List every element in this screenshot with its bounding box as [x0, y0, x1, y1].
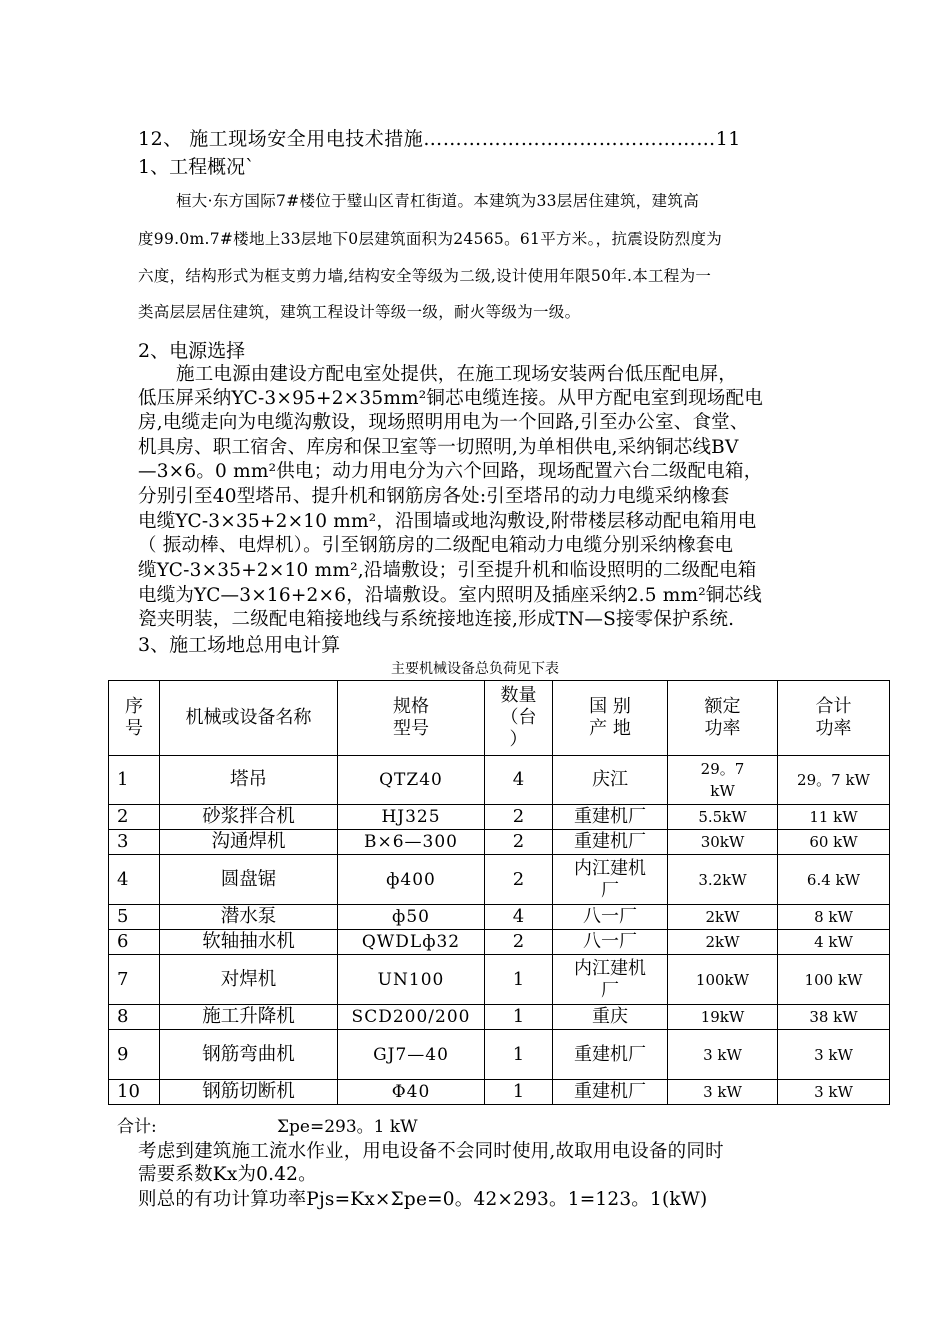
section2-line: 房,电缆走向为电缆沟敷设，现场照明用电为一个回路,引至办公室、食堂、	[138, 412, 749, 433]
cell-total-power: 38 kW	[778, 1005, 890, 1030]
cell-rated-power: 3.2kW	[668, 855, 778, 905]
table-row	[109, 855, 890, 905]
cell-name: 钢筋弯曲机	[160, 1030, 338, 1080]
cell-origin: 重建机厂	[553, 1080, 668, 1105]
cell-total-power: 60 kW	[778, 830, 890, 855]
section1-heading: 1、工程概况`	[138, 156, 255, 178]
cell-qty: 2	[485, 855, 553, 905]
total-label: 合计:	[117, 1117, 157, 1137]
cell-name: 软轴抽水机	[160, 930, 338, 955]
header-qty: 数量 （台 ）	[485, 681, 553, 756]
closing-line: 则总的有功计算功率Pjs=Kx×Σpe=0。42×293。1=123。1(kW)	[138, 1189, 708, 1210]
table-row	[109, 805, 890, 830]
cell-no: 7	[109, 955, 160, 1005]
total-value: Σpe=293。1 kW	[277, 1117, 418, 1137]
cell-spec: ф50	[338, 905, 485, 930]
cell-rated-power: 30kW	[668, 830, 778, 855]
section2-line: 瓷夹明装，二级配电箱接地线与系统接地连接,形成TN—S接零保护系统.	[138, 609, 735, 630]
cell-origin: 八一厂	[553, 930, 668, 955]
cell-qty: 2	[485, 830, 553, 855]
section2-line: 机具房、职工宿舍、库房和保卫室等一切照明,为单相供电,采纳铜芯线BV	[138, 437, 739, 458]
cell-no: 4	[109, 855, 160, 905]
cell-spec: GJ7—40	[338, 1030, 485, 1080]
cell-origin: 重建机厂	[553, 1030, 668, 1080]
cell-total-power: 3 kW	[778, 1030, 890, 1080]
section1-line: 类高层层居住建筑，建筑工程设计等级一级，耐火等级为一级。	[138, 303, 581, 321]
cell-name: 圆盘锯	[160, 855, 338, 905]
cell-no: 6	[109, 930, 160, 955]
cell-name: 潜水泵	[160, 905, 338, 930]
cell-rated-power: 100kW	[668, 955, 778, 1005]
table-caption: 主要机械设备总负荷见下表	[391, 661, 559, 677]
cell-rated-power: 2kW	[668, 905, 778, 930]
cell-no: 8	[109, 1005, 160, 1030]
closing-line: 考虑到建筑施工流水作业，用电设备不会同时使用,故取用电设备的同时	[138, 1141, 724, 1162]
cell-spec: Φ40	[338, 1080, 485, 1105]
cell-total-power: 8 kW	[778, 905, 890, 930]
section1-line: 度99.0m.7#楼地上33层地下0层建筑面积为24565。61平方米。，抗震设防烈度为	[138, 230, 723, 248]
cell-total-power: 11 kW	[778, 805, 890, 830]
header-no: 序 号	[109, 681, 160, 756]
section3-heading: 3、施工场地总用电计算	[138, 634, 341, 656]
cell-name: 对焊机	[160, 955, 338, 1005]
cell-origin: 重建机厂	[553, 830, 668, 855]
section1-line: 桓大·东方国际7#楼位于璧山区青杠街道。本建筑为33层居住建筑，建筑高	[176, 192, 700, 210]
cell-qty: 2	[485, 930, 553, 955]
cell-spec: QTZ40	[338, 756, 485, 805]
cell-spec: QWDLф32	[338, 930, 485, 955]
cell-total-power: 100 kW	[778, 955, 890, 1005]
cell-name: 钢筋切断机	[160, 1080, 338, 1105]
table-row	[109, 1030, 890, 1080]
cell-spec: SCD200/200	[338, 1005, 485, 1030]
cell-rated-power: 5.5kW	[668, 805, 778, 830]
section1-line: 六度，结构形式为框支剪力墙,结构安全等级为二级,设计使用年限50年.本工程为一	[138, 267, 712, 285]
section2-line: 电缆为YC—3×16+2×6，沿墙敷设。室内照明及插座采纳2.5 mm²铜芯线	[138, 585, 763, 606]
cell-qty: 2	[485, 805, 553, 830]
cell-total-power: 4 kW	[778, 930, 890, 955]
cell-name: 施工升降机	[160, 1005, 338, 1030]
section2-line: 施工电源由建设方配电室处提供，在施工现场安装两台低压配电屏，	[176, 364, 738, 385]
cell-no: 5	[109, 905, 160, 930]
equipment-table	[108, 680, 890, 1105]
cell-total-power: 6.4 kW	[778, 855, 890, 905]
cell-qty: 4	[485, 756, 553, 805]
section2-line: —3×6。0 mm²供电；动力用电分为六个回路，现场配置六台二级配电箱，	[138, 461, 763, 482]
cell-origin: 内江建机 厂	[553, 855, 668, 905]
cell-rated-power: 19kW	[668, 1005, 778, 1030]
table-row	[109, 905, 890, 930]
cell-origin: 重建机厂	[553, 805, 668, 830]
cell-rated-power: 29。7 kW	[668, 756, 778, 805]
table-row	[109, 955, 890, 1005]
section2-line: 低压屏采纳YC-3×95+2×35mm²铜芯电缆连接。从甲方配电室到现场配电	[138, 388, 764, 409]
table-row	[109, 830, 890, 855]
cell-total-power: 29。7 kW	[778, 756, 890, 805]
cell-total-power: 3 kW	[778, 1080, 890, 1105]
cell-spec: UN100	[338, 955, 485, 1005]
table-total	[117, 1112, 418, 1137]
cell-no: 2	[109, 805, 160, 830]
cell-no: 10	[109, 1080, 160, 1105]
section2-line: 缆YC-3×35+2×10 mm²,沿墙敷设；引至提升机和临设照明的二级配电箱	[138, 560, 757, 581]
header-spec: 规格 型号	[338, 681, 485, 756]
header-total-power: 合计 功率	[778, 681, 890, 756]
cell-origin: 庆江	[553, 756, 668, 805]
cell-qty: 1	[485, 1080, 553, 1105]
cell-qty: 1	[485, 1005, 553, 1030]
section2-line: （ 振动棒、电焊机）。引至钢筋房的二级配电箱动力电缆分别采纳橡套电	[138, 535, 734, 556]
cell-no: 3	[109, 830, 160, 855]
cell-origin: 重庆	[553, 1005, 668, 1030]
cell-origin: 八一厂	[553, 905, 668, 930]
toc-line: 12、 施工现场安全用电技术措施………………………………………11	[138, 128, 741, 150]
cell-no: 1	[109, 756, 160, 805]
cell-spec: B×6—300	[338, 830, 485, 855]
header-name: 机械或设备名称	[160, 681, 338, 756]
cell-rated-power: 3 kW	[668, 1080, 778, 1105]
cell-qty: 1	[485, 1030, 553, 1080]
cell-name: 砂浆拌合机	[160, 805, 338, 830]
table-row	[109, 1080, 890, 1105]
section2-line: 分别引至40型塔吊、提升机和钢筋房各处:引至塔吊的动力电缆采纳橡套	[138, 486, 730, 507]
cell-name: 塔吊	[160, 756, 338, 805]
header-origin: 国 别 产 地	[553, 681, 668, 756]
cell-rated-power: 2kW	[668, 930, 778, 955]
cell-no: 9	[109, 1030, 160, 1080]
table-header-row	[109, 681, 890, 756]
table-row	[109, 756, 890, 805]
section2-line: 电缆YC-3×35+2×10 mm²，沿围墙或地沟敷设,附带楼层移动配电箱用电	[138, 511, 757, 532]
header-rated-power: 额定 功率	[668, 681, 778, 756]
cell-spec: ф400	[338, 855, 485, 905]
closing-line: 需要系数Kx为0.42。	[138, 1164, 317, 1185]
cell-spec: HJ325	[338, 805, 485, 830]
cell-qty: 4	[485, 905, 553, 930]
cell-qty: 1	[485, 955, 553, 1005]
table-row	[109, 930, 890, 955]
cell-origin: 内江建机 厂	[553, 955, 668, 1005]
cell-rated-power: 3 kW	[668, 1030, 778, 1080]
cell-name: 沟通焊机	[160, 830, 338, 855]
table-row	[109, 1005, 890, 1030]
section2-heading: 2、电源选择	[138, 340, 246, 362]
